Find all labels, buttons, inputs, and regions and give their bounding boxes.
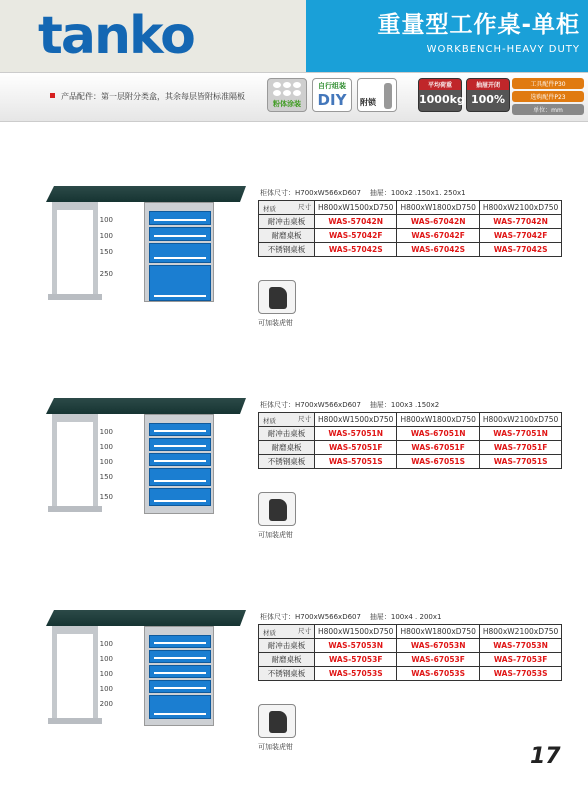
model-code: WAS-77051F bbox=[479, 441, 561, 455]
drawer-size-label: 100 bbox=[99, 443, 113, 451]
model-code: WAS-67042N bbox=[397, 215, 479, 229]
corner-size-label: 尺寸 bbox=[298, 627, 311, 635]
model-code: WAS-77042F bbox=[479, 229, 561, 243]
column-header: H800xW1800xD750 bbox=[397, 413, 479, 427]
reference-tags bbox=[512, 78, 584, 115]
model-code: WAS-57051F bbox=[315, 441, 397, 455]
model-code: WAS-57053S bbox=[315, 667, 397, 681]
model-code: WAS-57042N bbox=[315, 215, 397, 229]
model-code: WAS-67042S bbox=[397, 243, 479, 257]
column-header: H800xW2100xD750 bbox=[479, 625, 561, 639]
bench-leg-foot bbox=[48, 718, 102, 724]
model-code: WAS-77053S bbox=[479, 667, 561, 681]
drawer bbox=[149, 635, 211, 648]
drawer-size-label: 150 bbox=[99, 248, 113, 256]
cabinet-size: 柜体尺寸：H700xW566xD607 bbox=[260, 189, 361, 197]
key-icon bbox=[384, 83, 392, 109]
vise-accessory bbox=[258, 704, 296, 738]
workbench-illustration bbox=[46, 186, 246, 306]
corner-material-label: 材质 bbox=[263, 629, 276, 637]
model-code: WAS-77053N bbox=[479, 639, 561, 653]
powder-coating-label: 粉体涂装 bbox=[273, 100, 301, 108]
column-header: H800xW1500xD750 bbox=[315, 413, 397, 427]
material-cell: 耐磨桌板 bbox=[259, 441, 315, 455]
drawer bbox=[149, 211, 211, 225]
bench-leg-foot bbox=[48, 294, 102, 300]
drawer-open-badge bbox=[466, 78, 510, 112]
page-subtitle: WORKBENCH-HEAVY DUTY bbox=[426, 44, 580, 55]
material-cell: 不锈钢桌板 bbox=[259, 455, 315, 469]
model-code: WAS-57051N bbox=[315, 427, 397, 441]
vise-icon bbox=[269, 711, 287, 733]
corner-size-label: 尺寸 bbox=[298, 415, 311, 423]
drawer-open-label: 抽屉开闭 bbox=[467, 79, 509, 90]
drawer-spec: 抽屉：100x3 .150x2 bbox=[369, 401, 440, 409]
drawer bbox=[149, 680, 211, 693]
product-section bbox=[0, 398, 588, 568]
accessory-note-text: 产品配件：第一层附分类盒，其余每层皆附标准隔板 bbox=[61, 92, 245, 101]
drawer-size-label: 100 bbox=[99, 428, 113, 436]
column-header: H800xW1800xD750 bbox=[397, 625, 479, 639]
bench-leg-frame bbox=[52, 414, 98, 510]
table-corner bbox=[259, 413, 315, 427]
drawer-spec: 抽屉：100x4 . 200x1 bbox=[369, 613, 442, 621]
bullet-square-icon bbox=[50, 93, 55, 98]
accessory-note bbox=[50, 91, 245, 102]
model-table bbox=[258, 200, 562, 257]
model-code: WAS-77042S bbox=[479, 243, 561, 257]
cabinet-spec bbox=[260, 612, 441, 622]
material-cell: 不锈钢桌板 bbox=[259, 667, 315, 681]
drawer-size-label: 200 bbox=[99, 700, 113, 708]
drawer-size-label: 100 bbox=[99, 670, 113, 678]
material-cell: 耐磨桌板 bbox=[259, 653, 315, 667]
vise-label: 可加装虎钳 bbox=[258, 743, 293, 751]
diy-badge bbox=[312, 78, 352, 112]
model-code: WAS-57042S bbox=[315, 243, 397, 257]
lock-badge bbox=[357, 78, 397, 112]
model-code: WAS-57042F bbox=[315, 229, 397, 243]
corner-material-label: 材质 bbox=[263, 417, 276, 425]
drawer-size-label: 100 bbox=[99, 232, 113, 240]
unit-label: 单位：mm bbox=[512, 104, 584, 115]
drawer-size-label: 150 bbox=[99, 493, 113, 501]
drawer-open-value: 100% bbox=[471, 93, 505, 106]
drawer-cabinet bbox=[144, 202, 214, 302]
column-header: H800xW1800xD750 bbox=[397, 201, 479, 215]
drawer-cabinet bbox=[144, 626, 214, 726]
cabinet-size: 柜体尺寸：H700xW566xD607 bbox=[260, 613, 361, 621]
table-corner bbox=[259, 201, 315, 215]
material-cell: 耐冲击桌板 bbox=[259, 215, 315, 229]
table-row bbox=[259, 455, 562, 469]
drawer-size-label: 100 bbox=[99, 458, 113, 466]
model-code: WAS-67053S bbox=[397, 667, 479, 681]
material-cell: 耐磨桌板 bbox=[259, 229, 315, 243]
lock-label: 附锁 bbox=[360, 98, 376, 107]
model-code: WAS-77051N bbox=[479, 427, 561, 441]
material-cell: 不锈钢桌板 bbox=[259, 243, 315, 257]
page-title: 重量型工作桌-单柜 bbox=[377, 12, 580, 38]
drawer-cabinet bbox=[144, 414, 214, 514]
vise-accessory bbox=[258, 280, 296, 314]
drawer bbox=[149, 438, 211, 451]
bench-leg-frame bbox=[52, 202, 98, 298]
model-code: WAS-67053N bbox=[397, 639, 479, 653]
load-value: 1000kg bbox=[419, 93, 465, 106]
drawer bbox=[149, 695, 211, 719]
material-cell: 耐冲击桌板 bbox=[259, 427, 315, 441]
drawer bbox=[149, 243, 211, 263]
model-code: WAS-57051S bbox=[315, 455, 397, 469]
drawer bbox=[149, 665, 211, 678]
table-row bbox=[259, 441, 562, 455]
cabinet-spec bbox=[260, 400, 439, 410]
model-code: WAS-67042F bbox=[397, 229, 479, 243]
workbench-illustration bbox=[46, 610, 246, 730]
drawer bbox=[149, 453, 211, 466]
table-row bbox=[259, 427, 562, 441]
model-code: WAS-67051F bbox=[397, 441, 479, 455]
brand-logo: tanko bbox=[38, 6, 194, 66]
product-section bbox=[0, 186, 588, 356]
vise-accessory bbox=[258, 492, 296, 526]
drawer bbox=[149, 227, 211, 241]
vise-icon bbox=[269, 499, 287, 521]
powder-dots-icon bbox=[268, 82, 306, 96]
column-header: H800xW2100xD750 bbox=[479, 201, 561, 215]
model-code: WAS-77053F bbox=[479, 653, 561, 667]
model-code: WAS-67051S bbox=[397, 455, 479, 469]
material-cell: 耐冲击桌板 bbox=[259, 639, 315, 653]
drawer bbox=[149, 650, 211, 663]
vise-label: 可加装虎钳 bbox=[258, 531, 293, 539]
bench-leg-frame bbox=[52, 626, 98, 722]
product-section bbox=[0, 610, 588, 780]
drawer-size-label: 100 bbox=[99, 216, 113, 224]
model-code: WAS-67051N bbox=[397, 427, 479, 441]
page-header bbox=[0, 0, 588, 72]
bench-top bbox=[46, 186, 246, 202]
bench-top bbox=[46, 610, 246, 626]
drawer-size-label: 100 bbox=[99, 685, 113, 693]
workbench-illustration bbox=[46, 398, 246, 518]
powder-coating-badge bbox=[267, 78, 307, 112]
drawer-spec: 抽屉：100x2 .150x1. 250x1 bbox=[369, 189, 466, 197]
vise-icon bbox=[269, 287, 287, 309]
drawer bbox=[149, 468, 211, 486]
table-row bbox=[259, 653, 562, 667]
model-code: WAS-67053F bbox=[397, 653, 479, 667]
table-row bbox=[259, 243, 562, 257]
drawer-size-label: 100 bbox=[99, 655, 113, 663]
model-table bbox=[258, 412, 562, 469]
table-row bbox=[259, 229, 562, 243]
vise-label: 可加装虎钳 bbox=[258, 319, 293, 327]
drawer bbox=[149, 265, 211, 301]
bench-leg-foot bbox=[48, 506, 102, 512]
diy-label: 自行组装 bbox=[318, 82, 346, 90]
drawer-size-label: 150 bbox=[99, 473, 113, 481]
column-header: H800xW1500xD750 bbox=[315, 201, 397, 215]
table-row bbox=[259, 639, 562, 653]
ref-tools: 工具配件P30 bbox=[512, 78, 584, 89]
ref-options: 选购配件P23 bbox=[512, 91, 584, 102]
drawer bbox=[149, 488, 211, 506]
cabinet-size: 柜体尺寸：H700xW566xD607 bbox=[260, 401, 361, 409]
model-code: WAS-57053N bbox=[315, 639, 397, 653]
model-code: WAS-57053F bbox=[315, 653, 397, 667]
drawer-size-label: 100 bbox=[99, 640, 113, 648]
table-row bbox=[259, 215, 562, 229]
cabinet-spec bbox=[260, 188, 466, 198]
load-label: 平均荷重 bbox=[419, 79, 461, 90]
model-code: WAS-77042N bbox=[479, 215, 561, 229]
model-code: WAS-77051S bbox=[479, 455, 561, 469]
load-badge bbox=[418, 78, 465, 112]
page-number: 17 bbox=[530, 744, 561, 769]
model-table bbox=[258, 624, 562, 681]
column-header: H800xW1500xD750 bbox=[315, 625, 397, 639]
corner-size-label: 尺寸 bbox=[298, 203, 311, 211]
diy-mark: DIY bbox=[317, 91, 347, 109]
table-row bbox=[259, 667, 562, 681]
drawer-size-label: 250 bbox=[99, 270, 113, 278]
table-corner bbox=[259, 625, 315, 639]
drawer bbox=[149, 423, 211, 436]
column-header: H800xW2100xD750 bbox=[479, 413, 561, 427]
bench-top bbox=[46, 398, 246, 414]
corner-material-label: 材质 bbox=[263, 205, 276, 213]
